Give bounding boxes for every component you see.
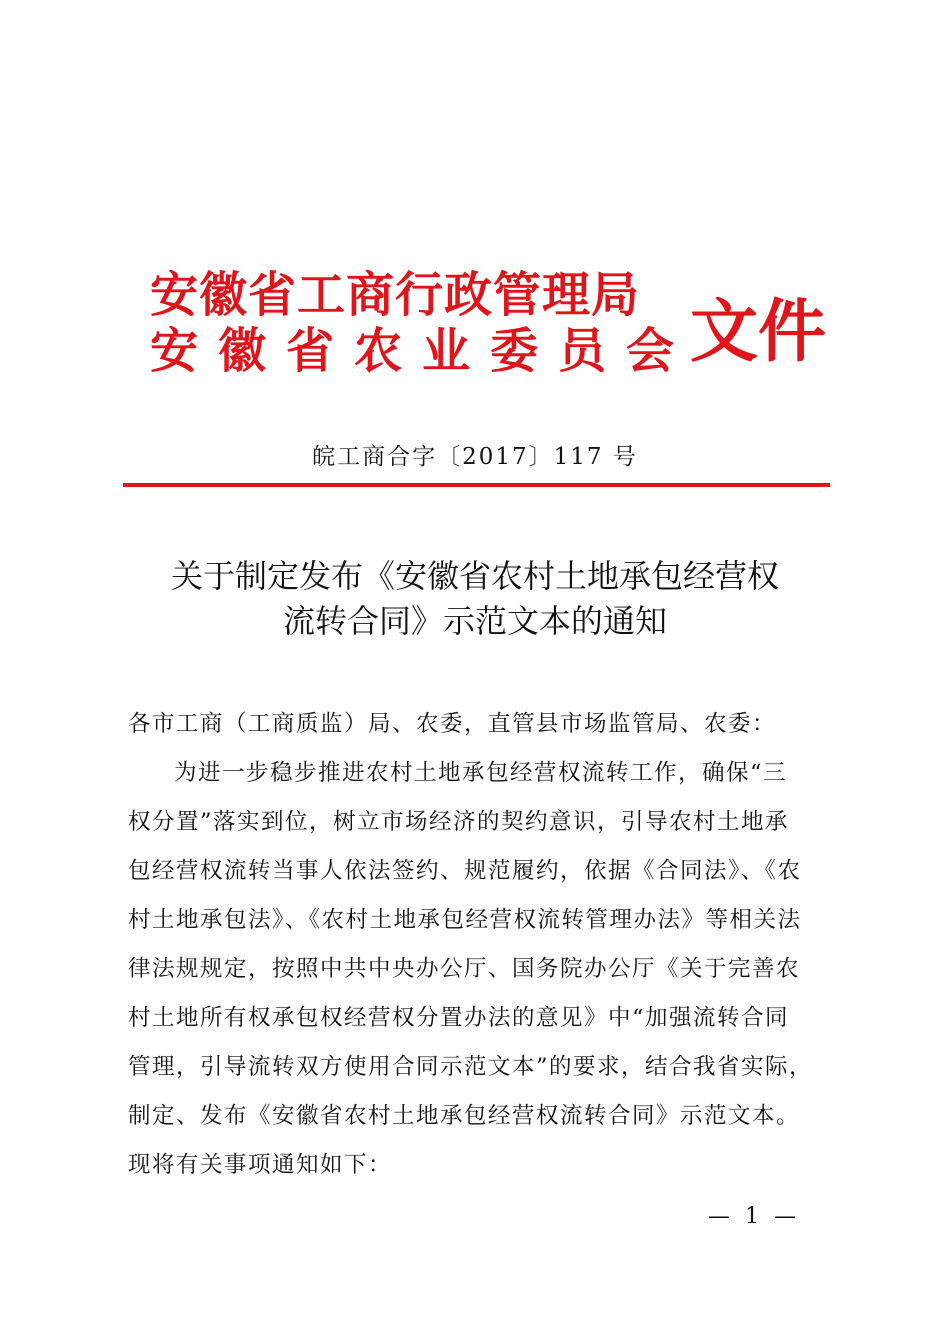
paragraph-line: 制定、发布《安徽省农村土地承包经营权流转合同》示范文本。: [128, 1103, 801, 1129]
document-title-line-2: 流转合同》示范文本的通知: [282, 602, 667, 640]
paragraph-line: 权分置”落实到位，树立市场经济的契约意识，引导农村土地承: [128, 809, 790, 835]
salutation: 各市工商（工商质监）局、农委，直管县市场监管局、农委：: [128, 711, 777, 737]
paragraph-line: 为进一步稳步推进农村土地承包经营权流转工作，确保“三: [174, 760, 788, 786]
paragraph-line: 管理，引导流转双方使用合同示范文本”的要求，结合我省实际，: [128, 1054, 814, 1080]
paragraph-line: 现将有关事项通知如下：: [128, 1152, 393, 1178]
issuing-org-1: 安徽省工商行政管理局: [150, 267, 641, 323]
paragraph-line: 村土地承包法》、《农村土地承包经营权流转管理办法》等相关法: [128, 907, 802, 933]
issuing-org-2: 安徽省农业委员会: [150, 323, 695, 379]
body-paragraph: [128, 749, 832, 1190]
document-header: [150, 262, 830, 392]
document-label: 文件: [690, 292, 827, 372]
document-number: 皖工商合字〔2017〕117 号: [312, 444, 638, 470]
paragraph-line: 村土地所有权承包权经营权分置办法的意见》中“加强流转合同: [128, 1005, 790, 1031]
paragraph-line: 包经营权流转当事人依法签约、规范履约，依据《合同法》、《农: [128, 858, 802, 884]
paragraph-line: 律法规规定，按照中共中央办公厅、国务院办公厅《关于完善农: [128, 956, 801, 982]
red-divider: [123, 483, 830, 487]
page-number: — 1 —: [708, 1204, 800, 1229]
document-title-line-1: 关于制定发布《安徽省农村土地承包经营权: [170, 557, 779, 595]
